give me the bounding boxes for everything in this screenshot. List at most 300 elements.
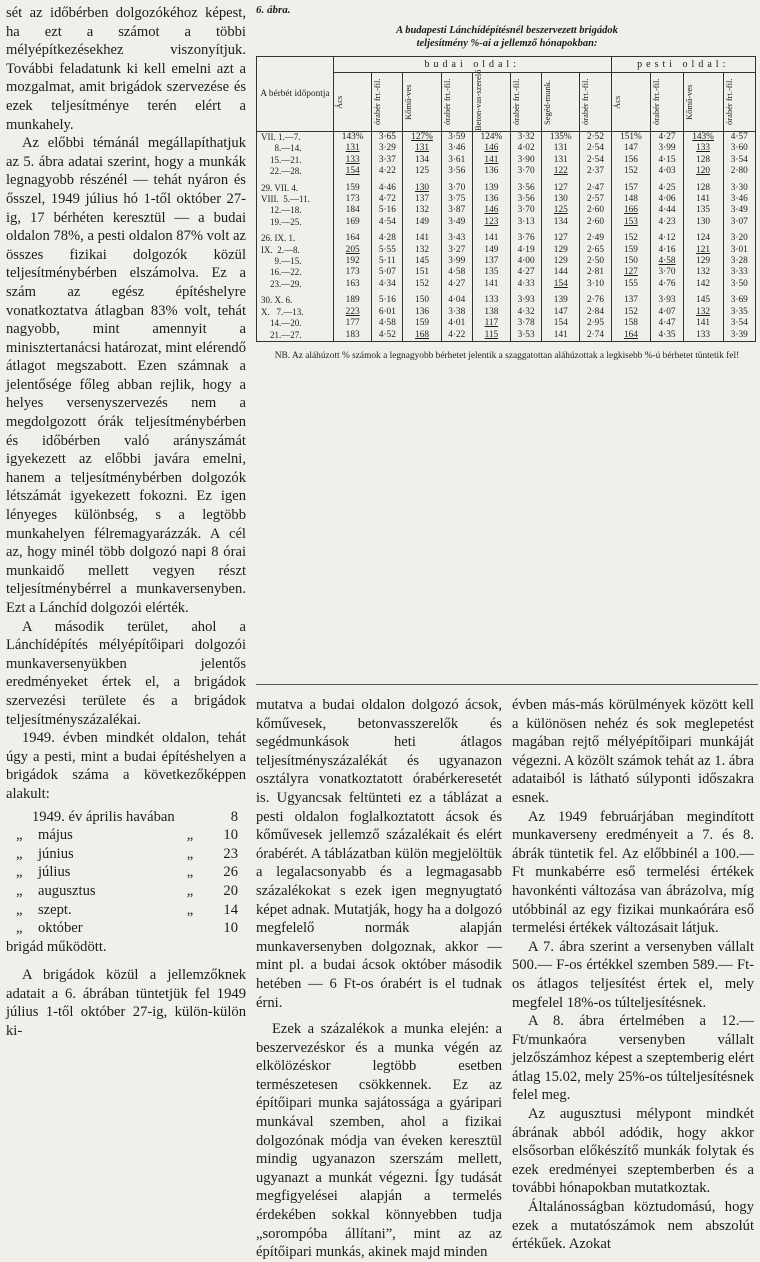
value-cell: [611, 318, 651, 329]
brigade-count-row: [16, 826, 238, 845]
table-row: [257, 155, 756, 166]
column-header: [542, 73, 580, 132]
month-label: október: [38, 920, 83, 937]
cell-value: 3·37: [378, 154, 396, 165]
value-cell: [403, 205, 441, 216]
period-cell: 8.—14.: [257, 143, 334, 154]
value-cell: [334, 194, 372, 205]
cell-value: 169: [345, 216, 360, 227]
value-cell: [611, 245, 651, 256]
cell-value: 133: [345, 154, 360, 165]
brigade-count-row: [32, 808, 238, 827]
value-cell: [403, 194, 441, 205]
value-cell: [441, 295, 472, 306]
value-cell: [511, 256, 542, 267]
cell-value: 223: [345, 306, 360, 317]
table-row: [257, 143, 756, 154]
cell-value: 3·60: [730, 143, 748, 154]
cell-value: 132: [415, 244, 429, 255]
cell-value: 156: [623, 154, 638, 165]
column-header-label: órabér frt.-fil.: [723, 78, 734, 126]
period-cell: 30. X. 6.: [257, 295, 334, 306]
value-cell: [611, 256, 651, 267]
value-cell: [542, 143, 580, 154]
cell-value: 3·56: [517, 182, 535, 193]
cell-value: 173: [345, 194, 360, 205]
paragraph: Ezek a százalékok a munka elején: a beszervezéskor és a munka végén az elkölözéskor legtöbb esetben természetesen csökkennek. Ez az építőipari munka sajátossága a gyáripari munkával szemben, ahol a fizikai dolgozónak módja van éveken keresztül mindig ugyanazon szerszám mellett, ugyanazt a munkát végezni. Így tudását megfigyelései alapján a termelés érdekében sokkal könnyebben tudja „sorompóba állítani”, mint az az építőipari munkás, akinek majd minden: [256, 1021, 502, 1261]
table-row: [257, 256, 756, 267]
value-cell: [372, 256, 403, 267]
column-header-label: Segéd-munk.: [542, 79, 553, 125]
value-cell: [542, 132, 580, 144]
figure-6: [256, 4, 758, 362]
value-cell: [472, 330, 510, 342]
cell-value: 149: [415, 216, 429, 227]
value-cell: [511, 267, 542, 278]
value-cell: [334, 330, 372, 342]
value-cell: [683, 205, 723, 216]
value-cell: [334, 279, 372, 290]
pest-side-header: pesti oldal:: [611, 57, 756, 73]
ditto-mark: „: [186, 901, 194, 918]
table-row: [257, 205, 756, 216]
period-cell: 23.—29.: [257, 279, 334, 290]
period-cell: 16.—22.: [257, 267, 334, 278]
value-cell: [372, 295, 403, 306]
value-cell: [511, 166, 542, 177]
cell-value: 155: [623, 278, 638, 289]
cell-value: 3·43: [448, 233, 466, 244]
cell-value: 189: [345, 295, 360, 306]
value-cell: [542, 155, 580, 166]
value-cell: [723, 256, 755, 267]
cell-value: 132: [696, 306, 711, 317]
brigade-count-row: [16, 882, 238, 901]
cell-value: 115: [484, 329, 499, 340]
value-cell: [472, 194, 510, 205]
value-cell: [542, 233, 580, 244]
cell-value: 4·16: [658, 244, 676, 255]
period-cell: VII. 1.—7.: [257, 132, 334, 144]
cell-value: 166: [623, 205, 638, 216]
cell-value: 3·50: [730, 278, 748, 289]
cell-value: 141: [553, 329, 568, 340]
value-cell: [651, 155, 683, 166]
cell-value: 4·01: [448, 318, 466, 329]
value-cell: [511, 330, 542, 342]
value-cell: [723, 194, 755, 205]
cell-value: 3·49: [730, 205, 748, 216]
value-cell: [441, 267, 472, 278]
table-row: [257, 330, 756, 342]
cell-value: 4·23: [658, 216, 676, 227]
figure-title-line: teljesítmény %-ai a jellemző hónapokban:: [416, 38, 598, 49]
value-cell: [683, 330, 723, 342]
value-cell: [723, 245, 755, 256]
value-cell: [580, 233, 611, 244]
brigade-count: 10: [223, 827, 238, 844]
cell-value: 125: [553, 205, 568, 216]
value-cell: [511, 155, 542, 166]
cell-value: 4·27: [658, 132, 676, 142]
cell-value: 192: [345, 256, 360, 267]
cell-value: 159: [623, 244, 638, 255]
period-cell: 21.—27.: [257, 330, 334, 342]
value-cell: [441, 330, 472, 342]
cell-value: 145: [696, 295, 711, 306]
period-cell: VIII. 5.—11.: [257, 194, 334, 205]
value-cell: [472, 245, 510, 256]
value-cell: [651, 132, 683, 144]
cell-value: 147: [553, 306, 568, 317]
value-cell: [334, 205, 372, 216]
value-cell: [683, 143, 723, 154]
value-cell: [580, 166, 611, 177]
cell-value: 138: [484, 306, 499, 317]
cell-value: 151%: [620, 132, 642, 142]
cell-value: 142: [696, 278, 711, 289]
value-cell: [372, 132, 403, 144]
value-cell: [580, 205, 611, 216]
value-cell: [372, 245, 403, 256]
value-cell: [723, 295, 755, 306]
value-cell: [511, 233, 542, 244]
value-cell: [611, 155, 651, 166]
cell-value: 150: [415, 295, 429, 306]
column-header-label: Ács: [334, 95, 344, 109]
value-cell: [441, 155, 472, 166]
cell-value: 3·65: [378, 132, 396, 142]
cell-value: 4·34: [378, 278, 396, 289]
cell-value: 6·01: [378, 306, 396, 317]
value-cell: [511, 143, 542, 154]
cell-value: 3·32: [517, 132, 535, 142]
period-cell: 15.—21.: [257, 155, 334, 166]
period-cell: X. 7.—13.: [257, 307, 334, 318]
value-cell: [580, 318, 611, 329]
cell-value: 4·28: [378, 233, 396, 244]
cell-value: 129: [553, 244, 568, 255]
value-cell: [403, 155, 441, 166]
value-cell: [472, 279, 510, 290]
value-cell: [372, 279, 403, 290]
value-cell: [372, 143, 403, 154]
cell-value: 128: [696, 154, 711, 165]
value-cell: [441, 217, 472, 228]
column-header-label: órabér frt.-fil.: [651, 78, 662, 126]
cell-value: 4·54: [378, 216, 396, 227]
cell-value: 3·54: [730, 318, 748, 329]
cell-value: 152: [623, 306, 638, 317]
cell-value: 5·16: [378, 295, 396, 306]
value-cell: [683, 267, 723, 278]
value-cell: [334, 183, 372, 194]
value-cell: [651, 256, 683, 267]
cell-value: 141: [696, 318, 711, 329]
value-cell: [580, 194, 611, 205]
ditto-mark: „: [186, 845, 194, 862]
value-cell: [542, 166, 580, 177]
month-label: május: [38, 827, 73, 844]
value-cell: [580, 217, 611, 228]
column-header: [472, 69, 510, 132]
cell-value: 4·58: [448, 267, 466, 278]
cell-value: 164: [623, 329, 638, 340]
cell-value: 141: [484, 278, 499, 289]
column-header: [511, 73, 542, 132]
value-cell: [651, 143, 683, 154]
month-label: június: [38, 845, 74, 862]
value-cell: [511, 194, 542, 205]
value-cell: [372, 194, 403, 205]
cell-value: 141: [415, 233, 429, 244]
column-header: [580, 73, 611, 132]
cell-value: 151: [415, 267, 429, 278]
value-cell: [542, 217, 580, 228]
value-cell: [372, 205, 403, 216]
cell-value: 3·70: [517, 205, 535, 216]
value-cell: [334, 307, 372, 318]
cell-value: 3·35: [730, 306, 748, 317]
ditto-mark: „: [16, 864, 23, 881]
value-cell: [334, 217, 372, 228]
ditto-mark: „: [16, 827, 23, 844]
cell-value: 136: [484, 166, 499, 177]
value-cell: [723, 143, 755, 154]
cell-value: 168: [415, 329, 429, 340]
column-header: [723, 73, 755, 132]
value-cell: [472, 183, 510, 194]
value-cell: [334, 295, 372, 306]
cell-value: 4·46: [378, 182, 396, 193]
cell-value: 2·74: [586, 329, 604, 340]
value-cell: [542, 183, 580, 194]
period-cell: 9.—15.: [257, 256, 334, 267]
cell-value: 2·60: [586, 205, 604, 216]
value-cell: [511, 183, 542, 194]
figure-divider: [256, 684, 758, 685]
value-cell: [611, 267, 651, 278]
cell-value: 133: [696, 329, 711, 340]
value-cell: [580, 279, 611, 290]
cell-value: 139: [484, 182, 499, 193]
value-cell: [372, 183, 403, 194]
value-cell: [580, 183, 611, 194]
cell-value: 133: [484, 295, 499, 306]
value-cell: [334, 245, 372, 256]
value-cell: [611, 194, 651, 205]
cell-value: 149: [484, 244, 499, 255]
period-cell: 26. IX. 1.: [257, 233, 334, 244]
value-cell: [580, 256, 611, 267]
table-row: [257, 245, 756, 256]
table-row: [257, 279, 756, 290]
value-cell: [651, 295, 683, 306]
cell-value: 2·57: [586, 194, 604, 205]
cell-value: 147: [623, 143, 638, 154]
cell-value: 2·84: [586, 306, 604, 317]
cell-value: 2·52: [586, 132, 604, 142]
cell-value: 2·37: [586, 166, 604, 177]
cell-value: 136: [415, 306, 429, 317]
column-header: [403, 73, 441, 132]
paragraph: A második terület, ahol a Lánchídépítés mélyépítőipari dolgozói munkaversenyükben jelentős eredményeket értek el, a brigádok szervezési területe és a brigádok teljesítményszázalékai.: [6, 618, 246, 728]
cell-value: 3·20: [730, 233, 748, 244]
column-header: [372, 73, 403, 132]
cell-value: 3·70: [658, 267, 676, 278]
value-cell: [542, 267, 580, 278]
cell-value: 3·29: [378, 143, 396, 154]
cell-value: 4·44: [658, 205, 676, 216]
middle-text-column: [256, 696, 502, 1262]
table-row: [257, 295, 756, 306]
brigade-performance-table: [256, 56, 756, 342]
value-cell: [441, 143, 472, 154]
brigade-count: 10: [223, 920, 238, 937]
value-cell: [472, 295, 510, 306]
value-cell: [580, 245, 611, 256]
value-cell: [611, 132, 651, 144]
cell-value: 4·03: [658, 166, 676, 177]
cell-value: 3·93: [517, 295, 535, 306]
cell-value: 2·47: [586, 182, 604, 193]
brigade-count-row: [16, 863, 238, 882]
right-text-column: [512, 696, 754, 1254]
figure-note: NB. Az aláhúzott % számok a legnagyobb bérhetet jelentik a szaggatottan aláhúzottak a legkisebb %-ú bérhetet tüntetik fel!: [274, 350, 740, 361]
ditto-mark: „: [16, 920, 23, 937]
cell-value: 152: [415, 278, 429, 289]
brigade-count-row: [16, 845, 238, 864]
buda-side-header: budai oldal:: [334, 57, 612, 73]
value-cell: [441, 132, 472, 144]
cell-value: 3·01: [730, 244, 748, 255]
value-cell: [334, 166, 372, 177]
column-header: [683, 73, 723, 132]
cell-value: 3·78: [517, 318, 535, 329]
value-cell: [611, 205, 651, 216]
column-header-label: Ács: [611, 95, 622, 109]
paragraph: évben más-más körülmények között kell a különösen nehéz és sok meglepetést magában rejtő mélyépítőipari munkáját végezni. A közölt számok tehát az 1. ábra adataiból is látható súlyponti időszakra esnek.: [512, 697, 754, 806]
cell-value: 150: [623, 256, 638, 267]
brigade-count: 20: [223, 882, 238, 899]
value-cell: [580, 330, 611, 342]
value-cell: [723, 183, 755, 194]
cell-value: 154: [553, 318, 568, 329]
column-header-label: órabér frt.-fil.: [511, 78, 522, 126]
cell-value: 146: [484, 143, 499, 154]
value-cell: [472, 217, 510, 228]
cell-value: 127: [623, 267, 638, 278]
value-cell: [723, 267, 755, 278]
cell-value: 129: [553, 256, 568, 267]
cell-value: 4·76: [658, 278, 676, 289]
cell-value: 130: [553, 194, 568, 205]
cell-value: 4·15: [658, 154, 676, 165]
cell-value: 2·49: [586, 233, 604, 244]
figure-title: [256, 24, 758, 50]
cell-value: 124: [696, 233, 711, 244]
value-cell: [542, 307, 580, 318]
cell-value: 4·02: [517, 143, 535, 154]
cell-value: 2·50: [586, 256, 604, 267]
cell-value: 4·00: [517, 256, 535, 267]
cell-value: 134: [415, 154, 429, 165]
cell-value: 4·22: [378, 166, 396, 177]
cell-value: 141: [484, 233, 499, 244]
cell-value: 3·56: [448, 166, 466, 177]
cell-value: 4·52: [378, 329, 396, 340]
value-cell: [683, 279, 723, 290]
value-cell: [441, 245, 472, 256]
value-cell: [472, 155, 510, 166]
value-cell: [403, 166, 441, 177]
cell-value: 141: [484, 154, 499, 165]
cell-value: 3·99: [658, 143, 676, 154]
cell-value: 130: [415, 182, 429, 193]
cell-value: 3·27: [448, 244, 466, 255]
cell-value: 4·25: [658, 182, 676, 193]
value-cell: [372, 318, 403, 329]
cell-value: 4·27: [517, 267, 535, 278]
value-cell: [651, 318, 683, 329]
value-cell: [511, 318, 542, 329]
cell-value: 120: [696, 166, 711, 177]
cell-value: 4·27: [448, 278, 466, 289]
cell-value: 4·07: [658, 306, 676, 317]
value-cell: [683, 155, 723, 166]
cell-value: 4·72: [378, 194, 396, 205]
cell-value: 123: [484, 216, 499, 227]
cell-value: 3·87: [448, 205, 466, 216]
cell-value: 3·59: [448, 132, 466, 142]
value-cell: [403, 217, 441, 228]
value-cell: [334, 267, 372, 278]
column-header: [651, 73, 683, 132]
value-cell: [403, 245, 441, 256]
brigade-count-list: [6, 808, 246, 957]
cell-value: 4·35: [658, 329, 676, 340]
cell-value: 159: [415, 318, 429, 329]
value-cell: [472, 166, 510, 177]
paragraph: mutatva a budai oldalon dolgozó ácsok, kőművesek, betonvasszerelők és segédmunkások heti átlagos teljesítményszázalékát és ugyanazon osztályra vonatkoztatott órabérkeresetét is. Ugyancsak feltünteti ez a táblázat a pesti oldalon foglalkoztatott ácsok és kőművesek jellemző százalékait és elért órabérét. A táblázatban külön megjelöltük a legalacsonyabb és a legmagasabb százalékokat s ezek igen megnyugtató képet adnak. Mutatják, hogy ha a dolgozó megfelelő normák alapján munkaversenyben dolgoznak, akkor — mint pl. a budai ácsok október második hetében — 6 Ft-os órabért is el tudnak érni.: [256, 697, 502, 1011]
month-label: 1949. év április havában: [32, 808, 175, 825]
table-row: [257, 267, 756, 278]
value-cell: [542, 318, 580, 329]
cell-value: 3·33: [730, 267, 748, 278]
value-cell: [511, 217, 542, 228]
cell-value: 117: [484, 318, 499, 329]
brigade-count-closing: brigád működött.: [6, 938, 107, 955]
value-cell: [511, 245, 542, 256]
cell-value: 5·16: [378, 205, 396, 216]
value-cell: [403, 233, 441, 244]
value-cell: [472, 143, 510, 154]
brigade-count-row: [16, 919, 238, 938]
cell-value: 2·54: [586, 143, 604, 154]
brigade-count: 26: [223, 864, 238, 881]
value-cell: [723, 205, 755, 216]
table-row: [257, 307, 756, 318]
value-cell: [472, 233, 510, 244]
value-cell: [723, 279, 755, 290]
value-cell: [403, 307, 441, 318]
cell-value: 2·81: [586, 267, 604, 278]
cell-value: 2·54: [586, 154, 604, 165]
cell-value: 3·39: [730, 329, 748, 340]
value-cell: [683, 307, 723, 318]
column-header-label: órabér frt.-fil.: [441, 78, 452, 126]
cell-value: 2·80: [730, 166, 748, 177]
